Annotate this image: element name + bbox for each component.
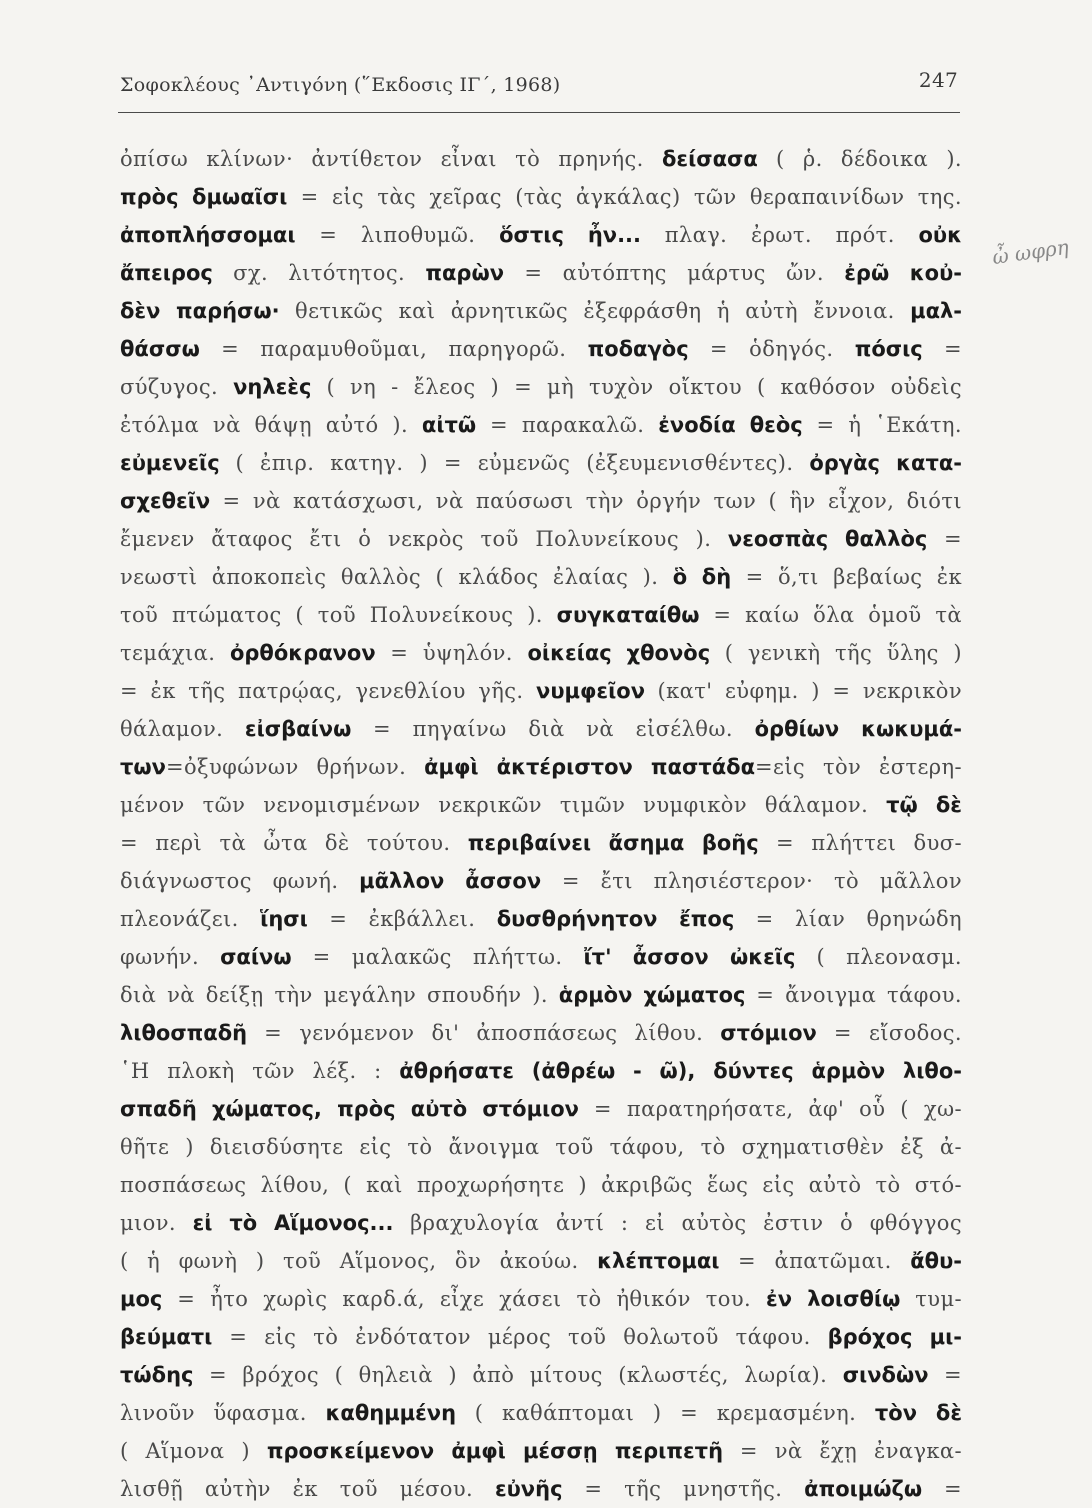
gloss-text: = βρόχος ( θηλειὰ ) ἀπὸ μίτους (κλωστές, λωρία). xyxy=(193,1363,843,1387)
gloss-text: = ἐκβάλλει. xyxy=(307,907,497,931)
lemma-term: ἐν λοισθίῳ xyxy=(766,1287,901,1311)
lemma-term: καθημμένη xyxy=(325,1401,457,1425)
lemma-term: ἀποπλήσσομαι xyxy=(120,223,296,247)
page-number: 247 xyxy=(918,68,958,92)
lemma-term: σινδὼν xyxy=(842,1363,929,1387)
gloss-text: βραχυλογία ἀντί : εἰ αὐτὸς ἐστιν ὁ φθόγγος xyxy=(393,1211,962,1235)
gloss-text: = πηγαίνω διὰ νὰ εἰσέλθω. xyxy=(351,717,755,741)
text-line xyxy=(120,976,962,1014)
lemma-term: μαλ- xyxy=(910,299,962,323)
lemma-term: ὀργὰς κατα- xyxy=(809,451,962,475)
lemma-term: σχεθεῖν xyxy=(120,489,211,513)
lemma-term: οἰκείας χθονὸς xyxy=(527,641,711,665)
lemma-term: τῷ δὲ xyxy=(886,793,962,817)
gloss-text: = νὰ ἔχῃ ἐναγκα- xyxy=(723,1439,962,1463)
gloss-text: νεωστὶ ἀποκοπεὶς θαλλὸς ( κλάδος ἐλαίας ). xyxy=(120,565,673,589)
gloss-text: ( γενικὴ τῆς ὕλης ) xyxy=(710,641,962,665)
lemma-term: θάσσω xyxy=(120,337,200,361)
lemma-term: τώδης xyxy=(120,1363,194,1387)
header-title: Σοφοκλέους ᾽Αντιγόνη (῞Εκδοσις ΙΓ΄, 1968) xyxy=(120,74,561,96)
text-line xyxy=(120,900,962,938)
gloss-text: μιον. xyxy=(120,1211,193,1235)
text-line xyxy=(120,482,962,520)
lemma-term: νεοσπὰς θαλλὸς xyxy=(727,527,928,551)
gloss-text: =ὀξυφώνων θρήνων. xyxy=(165,755,425,779)
gloss-text: ( καθάπτομαι ) = κρεμασμένη. xyxy=(456,1401,875,1425)
text-line xyxy=(120,1128,962,1166)
lemma-term: προσκείμενον ἀμφὶ μέσσῃ περιπετῆ xyxy=(266,1439,724,1463)
gloss-text: ( ἐπιρ. κατηγ. ) = εὐμενῶς (ἐξευμενισθέντες). xyxy=(219,451,810,475)
gloss-text: ( ῥ. δέδοικα ). xyxy=(757,147,962,171)
gloss-text: = ὁδηγός. xyxy=(688,337,855,361)
text-line xyxy=(120,520,962,558)
gloss-text: = xyxy=(927,527,962,551)
lemma-term: νυμφεῖον xyxy=(536,679,645,703)
lemma-term: τὸν δὲ xyxy=(874,1401,962,1425)
gloss-text: πλεονάζει. xyxy=(120,907,261,931)
gloss-text: = γενόμενον δι' ἀποσπάσεως λίθου. xyxy=(247,1021,721,1045)
gloss-text: = xyxy=(922,1477,962,1501)
lemma-term: των xyxy=(120,755,166,779)
lemma-term: σαίνω xyxy=(220,945,292,969)
gloss-text: = ἡ ῾Εκάτη. xyxy=(802,413,962,437)
gloss-text: = εἰς τὰς χεῖρας (τὰς ἀγκάλας) τῶν θεραπαινίδων της. xyxy=(287,185,962,209)
lemma-term: εἰ τὸ Αἵμονος... xyxy=(192,1211,394,1235)
gloss-text: = παρατηρήσατε, ἀφ' οὗ ( χω- xyxy=(578,1097,962,1121)
text-line xyxy=(120,862,962,900)
lemma-term: ποδαγὸς xyxy=(587,337,689,361)
text-line xyxy=(120,140,962,178)
gloss-text: = παραμυθοῦμαι, παρηγορῶ. xyxy=(199,337,588,361)
lemma-term: αἰτῶ xyxy=(421,413,477,437)
gloss-text: φωνήν. xyxy=(120,945,221,969)
text-line xyxy=(120,710,962,748)
gloss-text: ἐτόλμα νὰ θάψῃ αὐτό ). xyxy=(120,413,422,437)
lemma-term: ὀρθόκρανον xyxy=(229,641,376,665)
lemma-term: ἀμφὶ ἀκτέριστον παστάδα xyxy=(424,755,756,779)
gloss-text: = παρακαλῶ. xyxy=(476,413,659,437)
lemma-term: βεύματι xyxy=(120,1325,213,1349)
lemma-term: παρὼν xyxy=(425,261,505,285)
text-line xyxy=(120,178,962,216)
gloss-text: θάλαμον. xyxy=(120,717,245,741)
lemma-term: οὐκ xyxy=(918,223,962,247)
gloss-text: = ἐκ τῆς πατρῴας, γενεθλίου γῆς. xyxy=(120,679,537,703)
gloss-text: θετικῶς καὶ ἀρνητικῶς ἐξεφράσθη ἡ αὐτὴ ἔννοια. xyxy=(279,299,911,323)
lemma-term: σπαδῆ χώματος, πρὸς αὐτὸ στόμιον xyxy=(120,1097,579,1121)
lemma-term: πόσις xyxy=(854,337,923,361)
lemma-term: ἐνοδία θεὸς xyxy=(658,413,803,437)
text-line xyxy=(120,1394,962,1432)
gloss-text: = τῆς μνηστῆς. xyxy=(562,1477,805,1501)
text-line xyxy=(120,1356,962,1394)
lemma-term: κλέπτομαι xyxy=(597,1249,720,1273)
gloss-text: = ἀπατῶμαι. xyxy=(719,1249,911,1273)
gloss-text: ὀπίσω κλίνων· ἀντίθετον εἶναι τὸ πρηνής. xyxy=(120,147,662,171)
lemma-term: δείσασα xyxy=(661,147,758,171)
gloss-text: = καίω ὅλα ὁμοῦ τὰ xyxy=(699,603,962,627)
text-line xyxy=(120,444,962,482)
lemma-term: εὐμενεῖς xyxy=(120,451,220,475)
lemma-term: νηλεὲς xyxy=(233,375,312,399)
text-line xyxy=(120,368,962,406)
text-line xyxy=(120,558,962,596)
gloss-text: ( Αἵμονα ) xyxy=(120,1439,267,1463)
gloss-text: ποσπάσεως λίθου, ( καὶ προχωρήσητε ) ἀκριβῶς ἕως εἰς αὐτὸ τὸ στό- xyxy=(120,1173,962,1197)
lemma-term: ἵησι xyxy=(260,907,308,931)
gloss-text: = ὑψηλόν. xyxy=(375,641,528,665)
gloss-text: = xyxy=(928,1363,962,1387)
gloss-text: = εἰς τὸ ἐνδότατον μέρος τοῦ θολωτοῦ τάφου. xyxy=(212,1325,828,1349)
gloss-text: = ἦτο χωρὶς καρδ.ά, εἶχε χάσει τὸ ἠθικόν του. xyxy=(162,1287,767,1311)
lemma-term: ὃ δὴ xyxy=(672,565,732,589)
lemma-term: στόμιον xyxy=(720,1021,817,1045)
gloss-text: λισθῇ αὐτὴν ἐκ τοῦ μέσου. xyxy=(120,1477,495,1501)
lemma-term: ἁρμὸν χώματος xyxy=(558,983,746,1007)
gloss-text: ( νη - ἔλεος ) = μὴ τυχὸν οἴκτου ( καθόσον οὐδεὶς xyxy=(311,375,962,399)
glossary-text xyxy=(120,140,962,1508)
gloss-text: λινοῦν ὕφασμα. xyxy=(120,1401,326,1425)
gloss-text: σχ. λιτότητος. xyxy=(212,261,426,285)
gloss-text: =εἰς τὸν ἐστερη- xyxy=(755,755,962,779)
gloss-text: = νὰ κατάσχωσι, νὰ παύσωσι τὴν ὀργήν των ( ἣν εἶχον, διότι xyxy=(210,489,962,513)
text-line xyxy=(120,1318,962,1356)
lemma-term: δυσθρήνητον ἔπος xyxy=(496,907,735,931)
gloss-text: σύζυγος. xyxy=(120,375,234,399)
gloss-text: = λίαν θρηνώδη xyxy=(734,907,962,931)
gloss-text: = μαλακῶς πλήττω. xyxy=(291,945,584,969)
text-line xyxy=(120,748,962,786)
lemma-term: συγκαταίθω xyxy=(556,603,700,627)
lemma-term: ἄθυ- xyxy=(910,1249,962,1273)
lemma-term: εἰσβαίνω xyxy=(244,717,352,741)
gloss-text: τυμ- xyxy=(900,1287,962,1311)
gloss-text: ἔμενεν ἄταφος ἔτι ὁ νεκρὸς τοῦ Πολυνείκους ). xyxy=(120,527,728,551)
lemma-term: ὀρθίων κωκυμά- xyxy=(754,717,962,741)
lemma-term: ἄπειρος xyxy=(120,261,213,285)
lemma-term: πρὸς δμωαῖσι xyxy=(120,185,288,209)
lemma-term: ὅστις ἦν... xyxy=(499,223,642,247)
gloss-text: τοῦ πτώματος ( τοῦ Πολυνείκους ). xyxy=(120,603,557,627)
text-line xyxy=(120,1432,962,1470)
gloss-text: ( ἡ φωνὴ ) τοῦ Αἵμονος, ὃν ἀκούω. xyxy=(120,1249,598,1273)
gloss-text: = λιποθυμῶ. xyxy=(295,223,500,247)
gloss-text: = αὐτόπτης μάρτυς ὤν. xyxy=(504,261,845,285)
text-line xyxy=(120,1090,962,1128)
gloss-text: διὰ νὰ δείξῃ τὴν μεγάλην σπουδήν ). xyxy=(120,983,559,1007)
text-line xyxy=(120,672,962,710)
gloss-text: = ὅ,τι βεβαίως ἐκ xyxy=(731,565,962,589)
gloss-text: πλαγ. ἐρωτ. πρότ. xyxy=(641,223,919,247)
gloss-text: τεμάχια. xyxy=(120,641,230,665)
lemma-term: ἐρῶ κοὐ- xyxy=(844,261,962,285)
text-line xyxy=(120,1014,962,1052)
text-line xyxy=(120,938,962,976)
text-line xyxy=(120,596,962,634)
lemma-term: λιθοσπαδῆ xyxy=(120,1021,248,1045)
text-line xyxy=(120,216,962,254)
gloss-text: θῆτε ) διεισδύσητε εἰς τὸ ἄνοιγμα τοῦ τάφου, τὸ σχηματισθὲν ἐξ ἀ- xyxy=(120,1135,962,1159)
gloss-text: = ἄνοιγμα τάφου. xyxy=(745,983,962,1007)
gloss-text: = ἔτι πλησιέστερον· τὸ μᾶλλον xyxy=(541,869,962,893)
text-line xyxy=(120,292,962,330)
text-line xyxy=(120,254,962,292)
gloss-text: ( πλεονασμ. xyxy=(795,945,962,969)
text-line xyxy=(120,1166,962,1204)
text-line xyxy=(120,1242,962,1280)
margin-handwritten-note: ὦ ωφρη xyxy=(990,234,1071,270)
gloss-text: διάγνωστος φωνή. xyxy=(120,869,360,893)
text-line xyxy=(120,824,962,862)
lemma-term: εὐνῆς xyxy=(494,1477,563,1501)
gloss-text: μένον τῶν νενομισμένων νεκρικῶν τιμῶν νυμφικὸν θάλαμον. xyxy=(120,793,887,817)
text-line xyxy=(120,1204,962,1242)
gloss-text: ῾Η πλοκὴ τῶν λέξ. : xyxy=(120,1059,400,1083)
text-line xyxy=(120,786,962,824)
lemma-term: μᾶλλον ἆσσον xyxy=(359,869,542,893)
text-line xyxy=(120,634,962,672)
text-line xyxy=(120,1280,962,1318)
lemma-term: μος xyxy=(120,1287,163,1311)
text-line xyxy=(120,1470,962,1508)
gloss-text: = πλήττει δυσ- xyxy=(758,831,962,855)
lemma-term: ἀθρήσατε (ἀθρέω - ῶ), δύντες ἁρμὸν λιθο- xyxy=(399,1059,962,1083)
gloss-text: = εἴσοδος. xyxy=(816,1021,962,1045)
gloss-text: = xyxy=(922,337,962,361)
gloss-text: = περὶ τὰ ὦτα δὲ τούτου. xyxy=(120,831,468,855)
text-line xyxy=(120,330,962,368)
lemma-term: ἀποιμώζω xyxy=(804,1477,923,1501)
lemma-term: ἴτ' ἆσσον ὠκεῖς xyxy=(583,945,796,969)
header-rule xyxy=(118,112,960,113)
lemma-term: περιβαίνει ἄσημα βοῆς xyxy=(467,831,759,855)
lemma-term: δὲν παρήσω· xyxy=(120,299,280,323)
text-line xyxy=(120,1052,962,1090)
lemma-term: βρόχος μι- xyxy=(827,1325,962,1349)
text-line xyxy=(120,406,962,444)
gloss-text: (κατ' εὐφημ. ) = νεκρικὸν xyxy=(645,679,962,703)
